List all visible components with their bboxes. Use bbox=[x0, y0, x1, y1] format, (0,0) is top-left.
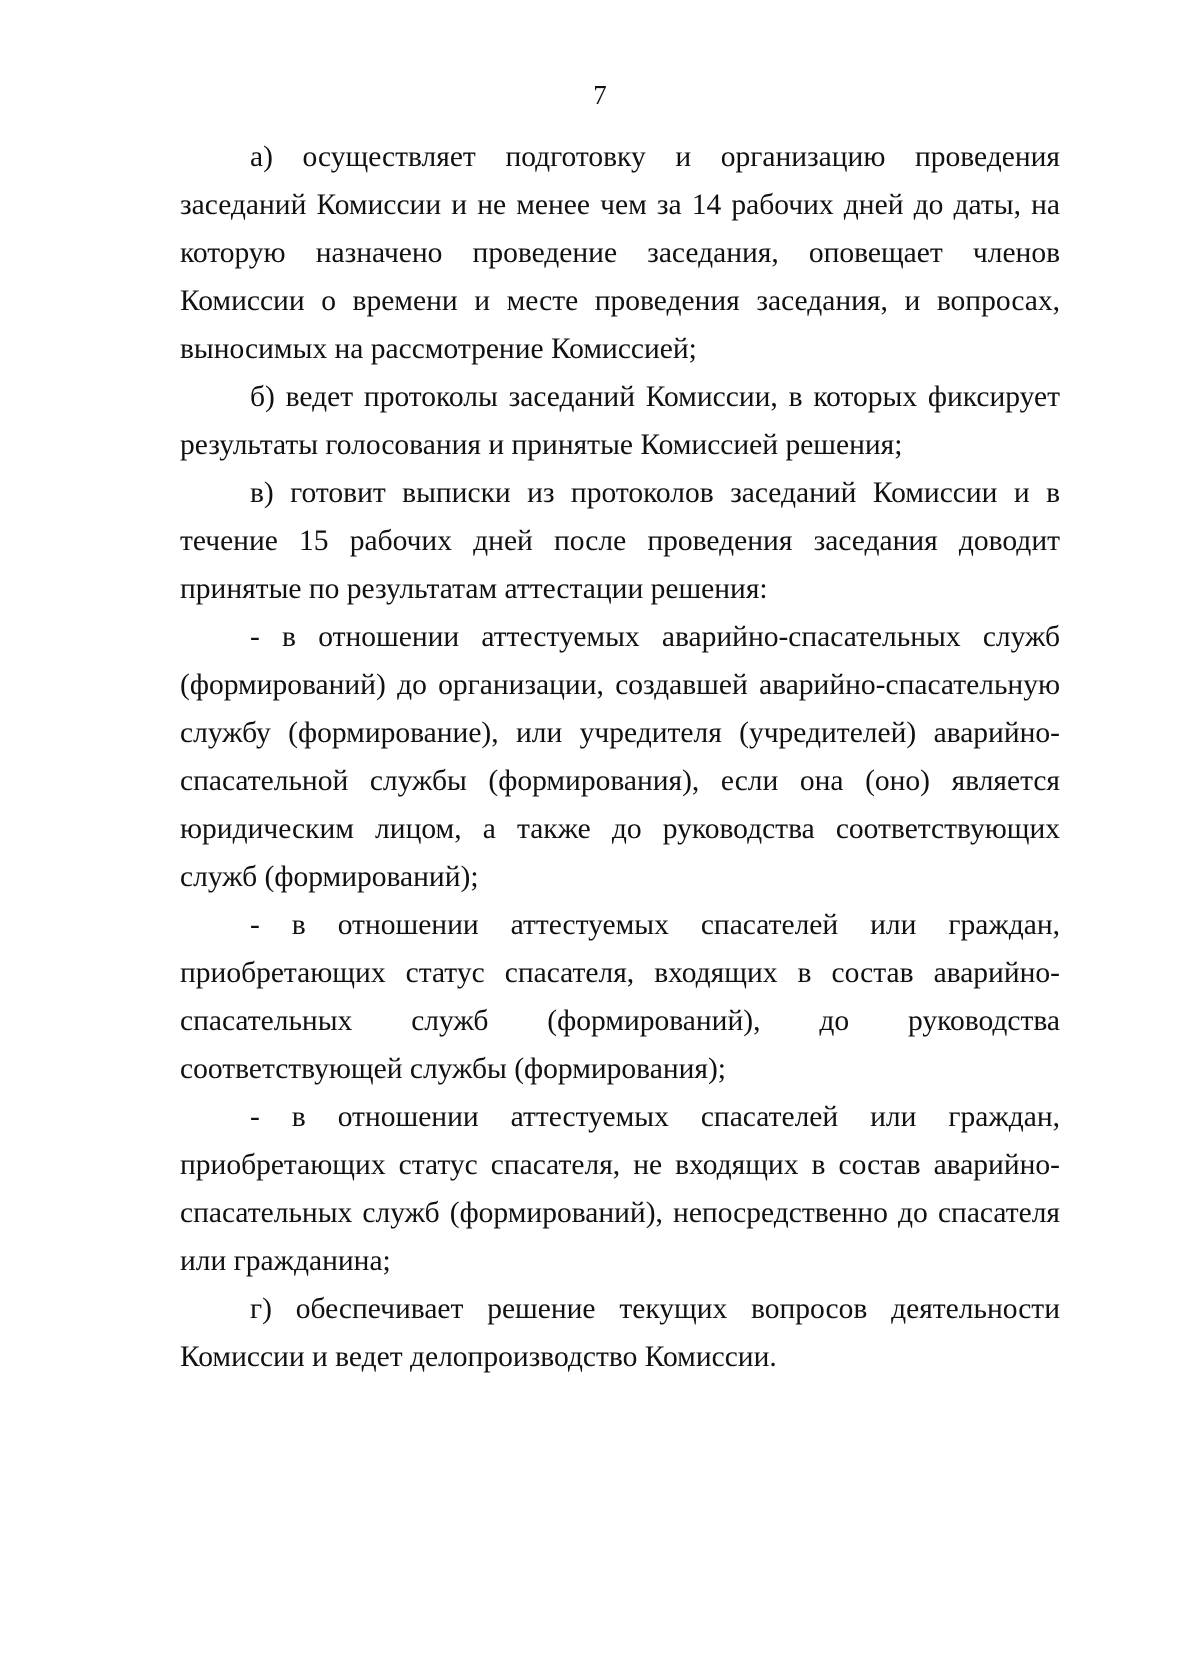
paragraph-v-item-2: - в отношении аттестуемых спасателей или граждан, приобретающих статус спасателя, входящих в состав аварийно-спасательных служб (формирований), до руководства соответствующей службы (формирования); bbox=[180, 909, 1060, 1085]
paragraph-a: а) осуществляет подготовку и организацию проведения заседаний Комиссии и не менее чем за 14 рабочих дней до даты, на которую назначено проведение заседания, оповещает членов Комиссии о времени и месте проведения заседания, и вопросах, выносимых на рассмотрение Комиссией; bbox=[180, 141, 1060, 365]
paragraph-v-item-1: - в отношении аттестуемых аварийно-спасательных служб (формирований) до организации, создавшей аварийно-спасательную службу (формирование), или учредителя (учредителей) аварийно-спасательной службы (формирования), если она (оно) является юридическим лицом, а также до руководства соответствующих служб (формирований); bbox=[180, 621, 1060, 893]
page-number: 7 bbox=[593, 80, 607, 110]
paragraph-v-item-3: - в отношении аттестуемых спасателей или граждан, приобретающих статус спасателя, не входящих в состав аварийно-спасательных служб (формирований), непосредственно до спасателя или гражданина; bbox=[180, 1101, 1060, 1277]
paragraph-b: б) ведет протоколы заседаний Комиссии, в которых фиксирует результаты голосования и принятые Комиссией решения; bbox=[180, 381, 1060, 461]
document-body bbox=[180, 133, 1060, 1381]
paragraph-v: в) готовит выписки из протоколов заседаний Комиссии и в течение 15 рабочих дней после проведения заседания доводит принятые по результатам аттестации решения: bbox=[180, 477, 1060, 605]
paragraph-g: г) обеспечивает решение текущих вопросов деятельности Комиссии и ведет делопроизводство Комиссии. bbox=[180, 1293, 1060, 1373]
